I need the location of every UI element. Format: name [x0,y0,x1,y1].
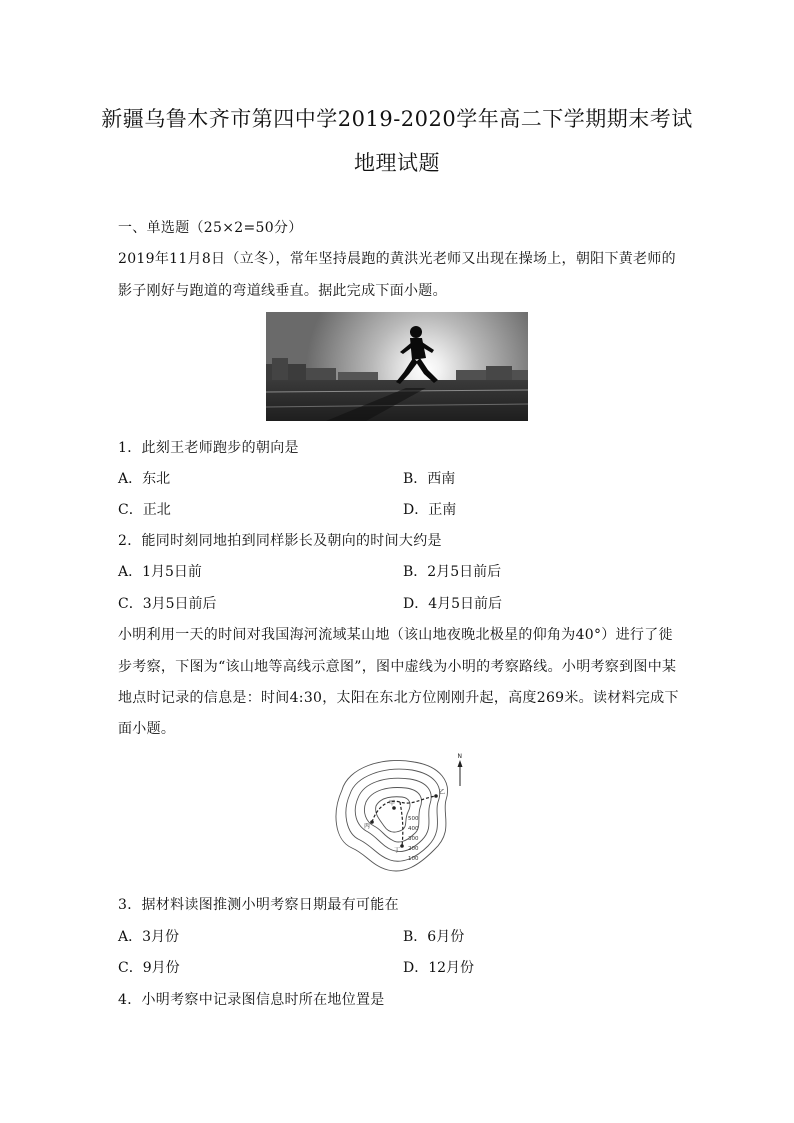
contour-label-400: 400 [408,826,419,832]
runner-photo [266,312,528,421]
exam-subtitle: 地理试题 [354,151,440,175]
q3-option-d[interactable]: D．12月份 [403,960,475,976]
contour-label-300: 300 [408,836,419,842]
contour-map [322,750,472,878]
passage1-line1: 2019年11月8日（立冬），常年坚持晨跑的黄洪光老师又出现在操场上，朝阳下黄老师的 [118,251,676,267]
passage2-line1: 小明利用一天的时间对我国海河流域某山地（该山地夜晚北极星的仰角为40°）进行了徙 [118,627,673,643]
q3-stem: 3．据材料读图推测小明考察日期最有可能在 [118,897,399,913]
q1-stem: 1．此刻王老师跑步的朝向是 [118,440,299,456]
q3-option-a[interactable]: A．3月份 [118,929,180,945]
q1-option-b[interactable]: B．西南 [403,471,456,487]
route-dashed [372,796,436,846]
passage1-line2: 影子刚好与跑道的弯道线垂直。据此完成下面小题。 [118,283,447,299]
q3-option-b[interactable]: B．6月份 [403,929,465,945]
q1-option-d[interactable]: D．正南 [403,502,457,518]
contour-400 [364,788,421,842]
q4-stem: 4．小明考察中记录图信息时所在地位置是 [118,992,385,1008]
q2-option-c[interactable]: C．3月5日前后 [118,596,217,612]
contour-label-100: 100 [408,856,419,862]
point-label-bing: 丙 [364,823,371,830]
point-label-jia: 甲 [389,800,396,807]
exam-title: 新疆乌鲁木齐市第四中学2019-2020学年高二下学期期末考试 [101,107,693,131]
contour-label-500: 500 [408,816,419,822]
q1-option-a[interactable]: A．东北 [118,471,171,487]
north-arrow-icon [458,753,463,786]
section-heading: 一、单选题（25×2=50分） [118,220,303,236]
passage2-line4: 面小题。 [118,721,176,737]
contour-200 [346,769,440,861]
q3-option-c[interactable]: C．9月份 [118,960,180,976]
passage2-line3: 地点时记录的信息是：时间4:30，太阳在东北方位刚刚升起，高度269米。读材料完成下 [118,690,679,706]
north-label: N [457,753,462,760]
q2-option-a[interactable]: A．1月5日前 [118,564,202,580]
q2-option-b[interactable]: B．2月5日前后 [403,564,502,580]
q2-stem: 2．能同时刻同地拍到同样影长及朝向的时间大约是 [118,533,442,549]
q2-option-d[interactable]: D．4月5日前后 [403,596,503,612]
q1-option-c[interactable]: C．正北 [118,502,171,518]
point-label-ding: 丁 [394,847,401,854]
contour-label-200: 200 [408,846,419,852]
passage2-line2: 步考察，下图为“该山地等高线示意图”，图中虚线为小明的考察路线。小明考察到图中某 [118,659,677,675]
point-label-yi: 乙 [439,789,446,796]
